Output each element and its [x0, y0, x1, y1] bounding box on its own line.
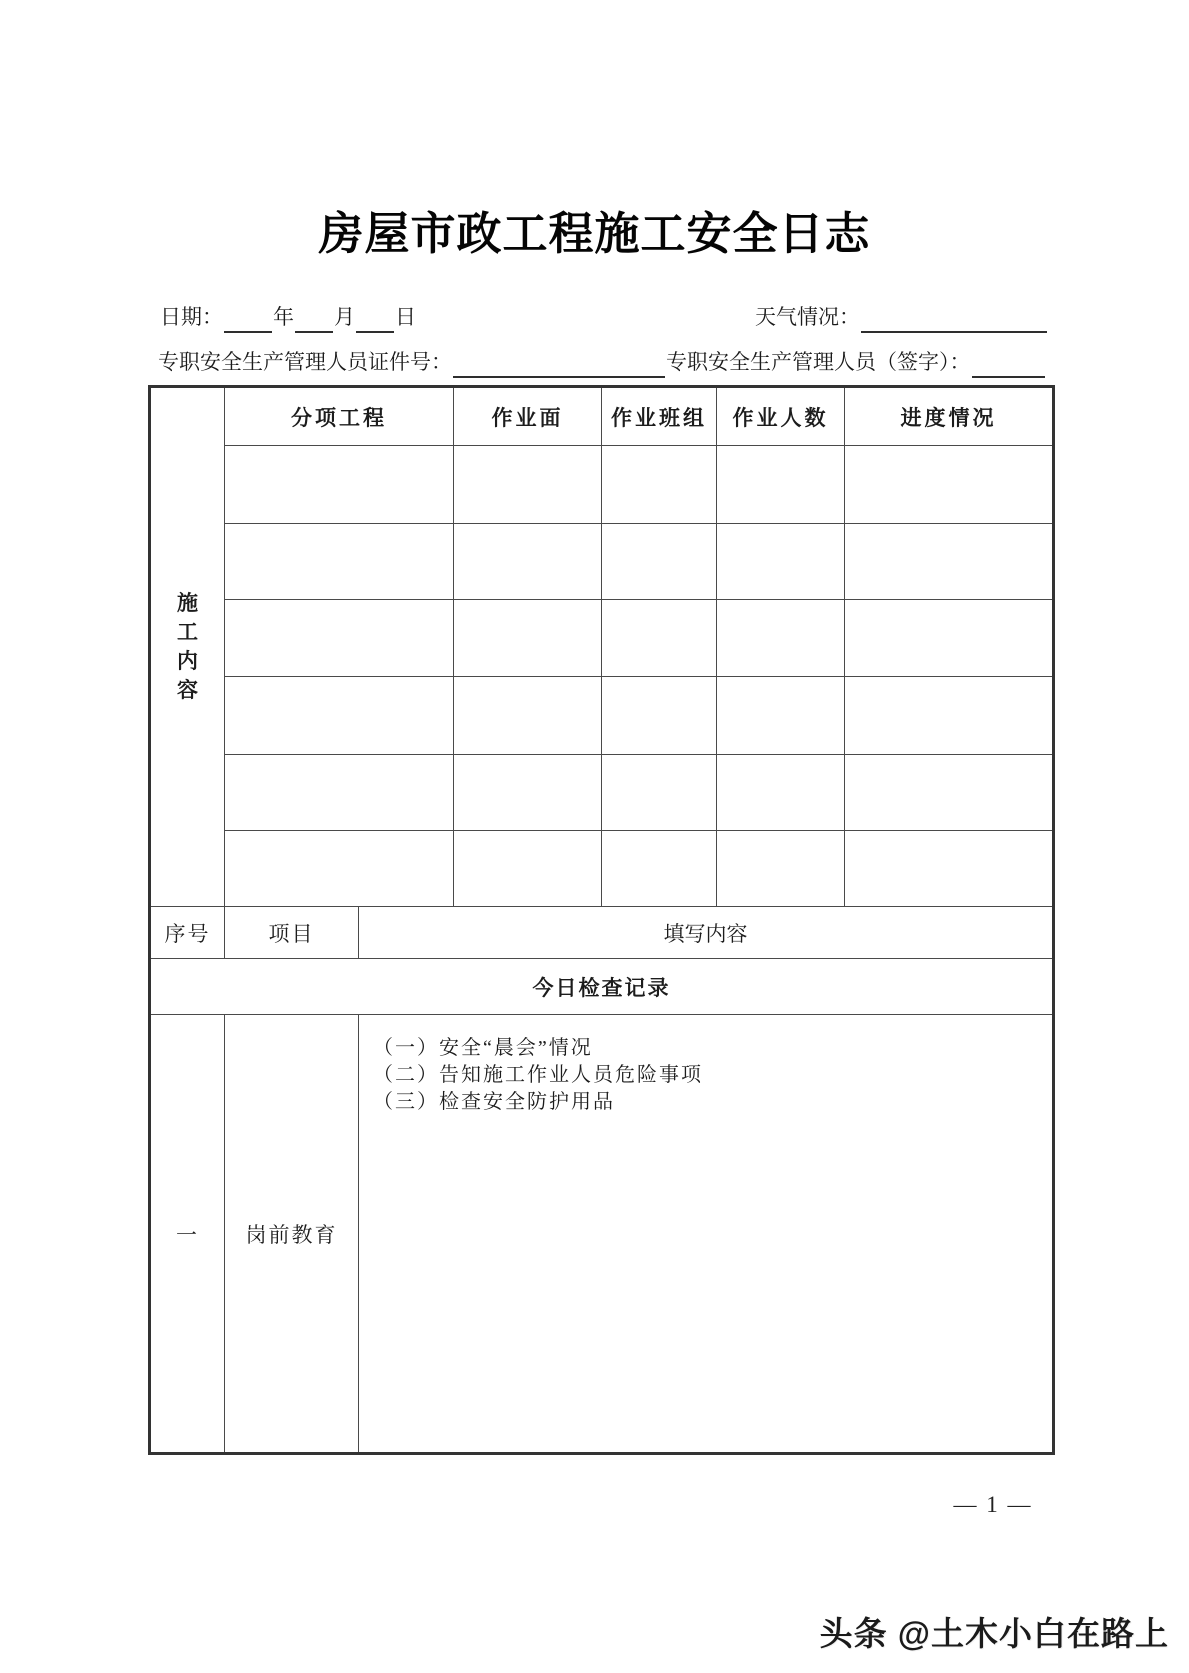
empty-cell [602, 600, 717, 677]
empty-cell [225, 446, 454, 524]
subheader-row [150, 907, 1054, 959]
table-row [150, 755, 1054, 831]
empty-cell [602, 831, 717, 907]
page-title: 房屋市政工程施工安全日志 [318, 208, 871, 259]
col-header-progress: 进度情况 [845, 387, 1054, 446]
empty-cell [454, 677, 602, 755]
empty-cell [225, 677, 454, 755]
empty-cell [225, 600, 454, 677]
empty-cell [717, 600, 845, 677]
date-year-blank [224, 307, 272, 333]
col-header-subproject: 分项工程 [225, 387, 454, 446]
empty-cell [602, 755, 717, 831]
empty-cell [602, 446, 717, 524]
fill-content-header: 填写内容 [359, 907, 1054, 959]
vert-char: 施 [177, 592, 198, 615]
date-month-blank [295, 307, 333, 333]
empty-cell [717, 831, 845, 907]
empty-cell [225, 524, 454, 600]
empty-cell [845, 446, 1054, 524]
row-index: 一 [150, 1015, 225, 1454]
col-header-workface: 作业面 [454, 387, 602, 446]
empty-cell [845, 755, 1054, 831]
vert-char: 内 [177, 650, 198, 673]
weather-label: 天气情况： [755, 305, 860, 329]
empty-cell [845, 831, 1054, 907]
year-label: 年 [273, 305, 294, 329]
empty-cell [602, 524, 717, 600]
page-number: — 1 — [953, 1492, 1033, 1517]
col-header-workteam: 作业班组 [602, 387, 717, 446]
check-item-3: （三）检查安全防护用品 [373, 1091, 615, 1113]
check-item-2: （二）告知施工作业人员危险事项 [373, 1064, 703, 1086]
empty-cell [717, 755, 845, 831]
vert-char: 容 [177, 679, 198, 702]
table-row [150, 446, 1054, 524]
education-row [150, 1015, 1054, 1454]
item-header: 项目 [225, 907, 359, 959]
date-day-blank [356, 307, 394, 333]
empty-cell [717, 524, 845, 600]
section-bar-row [150, 959, 1054, 1015]
empty-cell [454, 446, 602, 524]
section-title: 今日检查记录 [150, 959, 1054, 1015]
empty-cell [454, 831, 602, 907]
empty-cell [454, 755, 602, 831]
watermark: 头条 @土木小白在路上 [819, 1615, 1169, 1652]
row-content-cell [359, 1015, 1054, 1454]
table-row [150, 831, 1054, 907]
month-label: 月 [334, 305, 355, 329]
sign-blank [972, 352, 1045, 378]
col-header-workers: 作业人数 [717, 387, 845, 446]
date-label: 日期： [160, 305, 223, 329]
check-item-list [359, 1015, 1052, 1116]
date-line [160, 301, 416, 333]
empty-cell [602, 677, 717, 755]
day-label: 日 [395, 305, 416, 329]
cert-line [158, 346, 1046, 378]
empty-cell [225, 755, 454, 831]
table-row [150, 677, 1054, 755]
weather-blank [861, 307, 1047, 333]
table-header-row [150, 387, 1054, 446]
weather-line [755, 301, 1048, 333]
table-row [150, 524, 1054, 600]
empty-cell [717, 677, 845, 755]
sign-label: 专职安全生产管理人员（签字）： [666, 350, 971, 374]
empty-cell [717, 446, 845, 524]
serial-header: 序号 [150, 907, 225, 959]
row-item: 岗前教育 [225, 1015, 359, 1454]
table-row [150, 600, 1054, 677]
vert-char: 工 [177, 621, 198, 644]
check-item-1: （一）安全“晨会”情况 [373, 1037, 593, 1059]
empty-cell [845, 677, 1054, 755]
empty-cell [845, 524, 1054, 600]
empty-cell [225, 831, 454, 907]
construction-content-header [150, 387, 225, 907]
empty-cell [845, 600, 1054, 677]
empty-cell [454, 524, 602, 600]
empty-cell [454, 600, 602, 677]
cert-label: 专职安全生产管理人员证件号： [158, 350, 452, 374]
cert-blank [453, 352, 665, 378]
safety-log-table [148, 385, 1055, 1455]
